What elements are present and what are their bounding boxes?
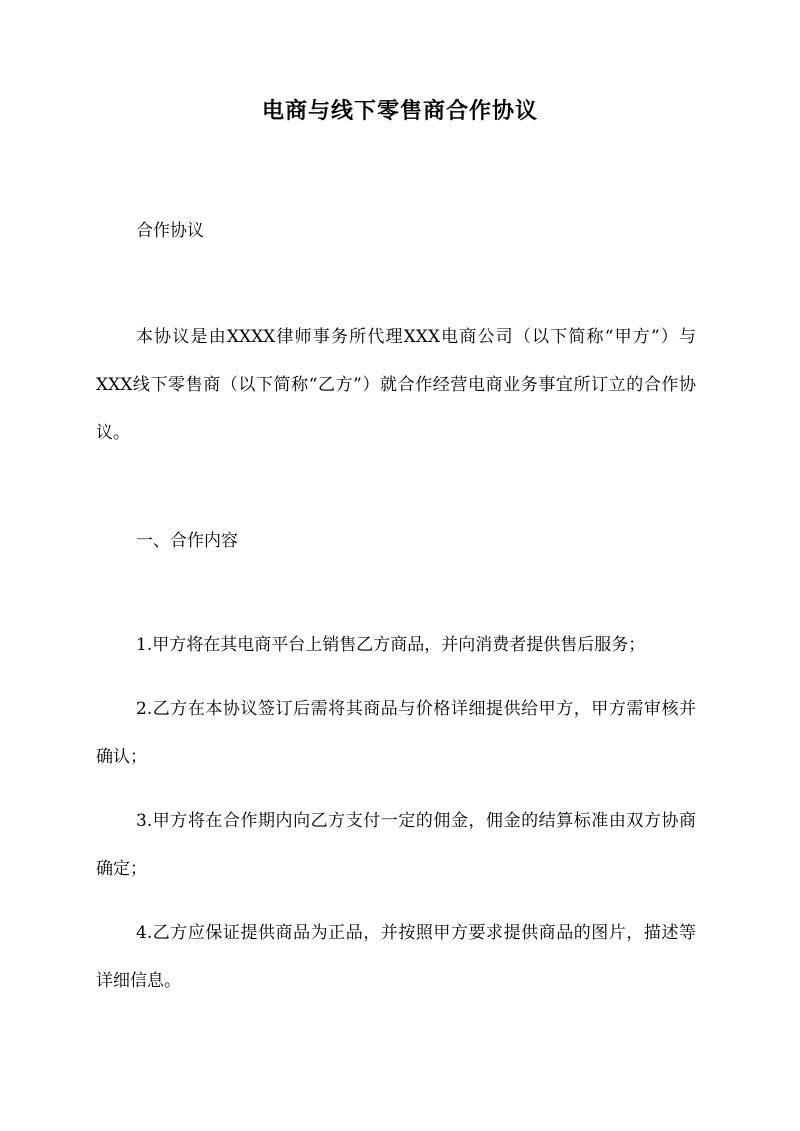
clause-item-1: 1.甲方将在其电商平台上销售乙方商品，并向消费者提供售后服务；: [136, 635, 646, 655]
clause-item-3: 3.甲方将在合作期内向乙方支付一定的佣金，佣金的结算标准由双方协商确定；: [96, 811, 696, 879]
intro-paragraph: 本协议是由XXXX律师事务所代理XXX电商公司（以下简称“甲方”）与XXX线下零售商（以下简称“乙方”）就合作经营电商业务事宜所订立的合作协议。: [96, 327, 696, 443]
agreement-heading: 合作协议: [136, 221, 204, 241]
section-heading-cooperation-content: 一、合作内容: [136, 531, 238, 551]
document-title: 电商与线下零售商合作协议: [261, 98, 538, 124]
clause-item-2: 2.乙方在本协议签订后需将其商品与价格详细提供给甲方，甲方需审核并确认；: [96, 699, 696, 767]
clause-item-4: 4.乙方应保证提供商品为正品，并按照甲方要求提供商品的图片，描述等详细信息。: [96, 923, 696, 991]
